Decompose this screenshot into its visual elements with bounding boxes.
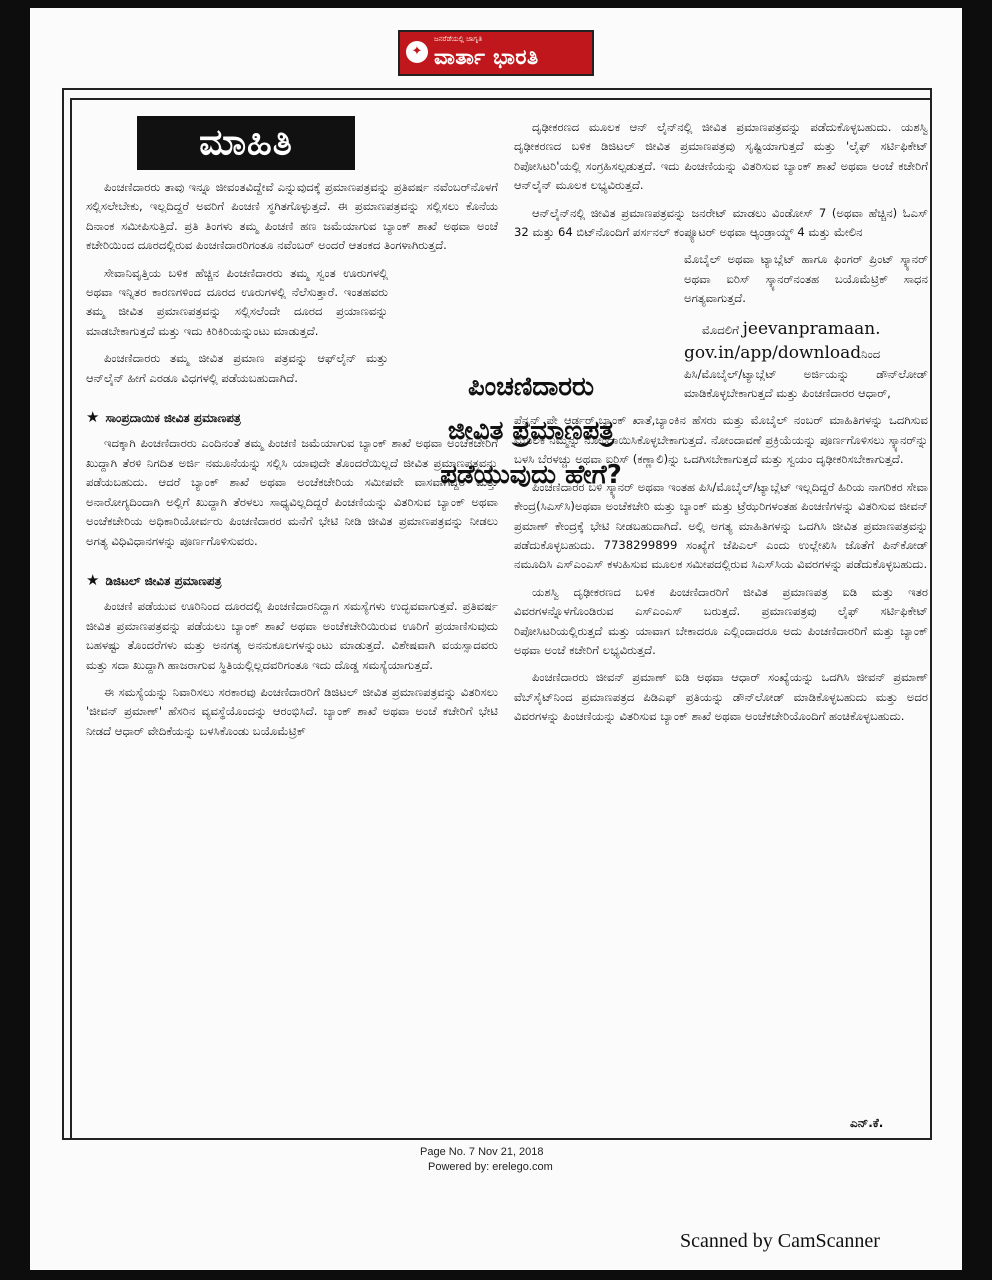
headline-line: ಪಿಂಚಣಿದಾರರು (467, 372, 595, 402)
paragraph: ಪಿಸಿ/ಮೊಬೈಲ್/ಟ್ಯಾಬ್ಲೆಟ್ ಅರ್ಜಿಯನ್ನು ಡೌನ್‌ಲೋಡ್ ಮಾಡಿಕೊಳ್ಳಬೇಕಾಗುತ್ತದೆ ಮತ್ತು ಪಿಂಚಣಿದಾರರ ಆಧಾರ್, (684, 366, 928, 401)
paragraph: ಪಿಂಚಣಿದಾರರು ಜೀವನ್ ಪ್ರಮಾಣ್ ಐಡಿ ಅಥವಾ ಆಧಾರ್ ಸಂಖ್ಯೆಯನ್ನು ಒದಗಿಸಿ ಜೀವನ್ ಪ್ರಮಾಣ್ ವೆಬ್‌ಸೈಟ್‌ನಿಂದ ಪ್ರಮಾಣಪತ್ರದ ಪಿಡಿಎಫ್ ಪ್ರತಿಯನ್ನು ಡೌನ್‌ಲೋಡ್ ಮಾಡಿಕೊಳ್ಳಬಹುದು ಮತ್ತು ಅದರ ವಿವರಗಳನ್ನು ಪಿಂಚಣಿಯನ್ನು ವಿತರಿಸುವ ಬ್ಯಾಂಕ್ ಶಾಖೆ ಅಥವಾ ಅಂಚೆಕಚೇರಿಯೊಂದಿಗೆ ಹಂಚಿಕೊಳ್ಳಬಹುದು. (514, 670, 928, 724)
author-signoff: ಎನ್.ಕೆ. (850, 1116, 884, 1130)
paragraph-with-url: gov.in/app/downloadನಿಂದ (684, 342, 881, 363)
masthead-emblem-icon: ✦ (406, 41, 428, 63)
page-number-date: Page No. 7 Nov 21, 2018 (420, 1146, 544, 1158)
url-text: gov.in/app/download (684, 342, 862, 363)
paragraph: ಪಿಂಚಣಿದಾರರು ತಮ್ಮ ಜೀವಿತ ಪ್ರಮಾಣ ಪತ್ರವನ್ನು ಆಫ್‌ಲೈನ್ ಮತ್ತು ಆನ್‌ಲೈನ್ ಹೀಗೆ ಎರಡೂ ವಿಧಗಳಲ್ಲಿ ಪಡೆಯಬಹುದಾಗಿದೆ. (86, 351, 388, 385)
paragraph: ಪೆನ್ಷನ್ ಪೇ ಆರ್ಡರ್,ಬ್ಯಾಂಕ್ ಖಾತೆ,ಬ್ಯಾಂಕಿನ ಹೆಸರು ಮತ್ತು ಮೊಬೈಲ್ ನಂಬರ್ ಮಾಹಿತಿಗಳನ್ನು ಒದಗಿಸುವ ಮೂಲಕ ನಿಮ್ಮನ್ನು ನೋಂದಾಯಿಸಿಕೊಳ್ಳಬೇಕಾಗುತ್ತದೆ. ನೋಂದಾವಣೆ ಪ್ರಕ್ರಿಯೆಯನ್ನು ಪೂರ್ಣಗೊಳಿಸಲು ಸ್ಕ್ಯಾನರ್‌ನ್ನು ಬಳಸಿ ಬೆರಳಚ್ಚು ಅಥವಾ ಐರಿಸ್ (ಕಣ್ಣಾಲಿ)ನ್ನು ಒದಗಿಸಬೇಕಾಗುತ್ತದೆ ಮತ್ತು ಸ್ವಯಂ ದೃಢೀಕರಿಸಬೇಕಾಗುತ್ತದೆ. (514, 413, 928, 467)
paragraph: ಈ ಸಮಸ್ಯೆಯನ್ನು ನಿವಾರಿಸಲು ಸರಕಾರವು ಪಿಂಚಣಿದಾರರಿಗೆ ಡಿಜಿಟಲ್ ಜೀವಿತ ಪ್ರಮಾಣಪತ್ರವನ್ನು ವಿತರಿಸಲು 'ಜೀವನ್ ಪ್ರಮಾಣ್' ಹೆಸರಿನ ವ್ಯವಸ್ಥೆಯೊಂದನ್ನು ಆರಂಭಿಸಿದೆ. ಬ್ಯಾಂಕ್ ಶಾಖೆ ಅಥವಾ ಅಂಚೆ ಕಚೇರಿಗೆ ಭೇಟಿ ನೀಡದೆ ಆಧಾರ್ ವೇದಿಕೆಯನ್ನು ಬಳಸಿಕೊಂಡು ಬಯೊಮೆಟ್ರಿಕ್ (86, 684, 498, 738)
powered-by: Powered by: erelego.com (428, 1161, 553, 1173)
subheading-traditional: ★ ಸಾಂಪ್ರದಾಯಿಕ ಜೀವಿತ ಪ್ರಮಾಣಪತ್ರ (86, 408, 241, 427)
masthead-logo (398, 30, 594, 76)
masthead-tagline: ಜನರೆಡೆಯಲ್ಲಿ ಜಾಗೃತಿ (434, 35, 483, 43)
paragraph: ಮೊಬೈಲ್ ಅಥವಾ ಟ್ಯಾಬ್ಲೆಟ್ ಹಾಗೂ ಫಿಂಗರ್ ಪ್ರಿಂಟ್ ಸ್ಕ್ಯಾನರ್ ಅಥವಾ ಐರಿಸ್ ಸ್ಕ್ಯಾನರ್‌ನಂತಹ ಬಯೊಮೆಟ್ರಿಕ್ ಸಾಧನ ಅಗತ್ಯವಾಗುತ್ತದೆ. (684, 252, 928, 306)
top-rule (70, 98, 930, 100)
scanner-watermark: Scanned by CamScanner (680, 1230, 880, 1252)
left-column (86, 178, 498, 1138)
newspaper-page (30, 8, 962, 1270)
paragraph: ಯಶಸ್ವಿ ದೃಢೀಕರಣದ ಬಳಿಕ ಪಿಂಚಣಿದಾರರಿಗೆ ಜೀವಿತ ಪ್ರಮಾಣಪತ್ರ ಐಡಿ ಮತ್ತು ಇತರ ವಿವರಗಳನ್ನೊಳಗೊಂಡಿರುವ ಎಸ್‌ಎಂಎಸ್ ಬರುತ್ತದೆ. ಪ್ರಮಾಣಪತ್ರವು ಲೈಫ್ ಸರ್ಟಿಫಿಕೇಟ್ ರಿಪೋಸಿಟರಿಯಲ್ಲಿರುತ್ತದೆ ಮತ್ತು ಯಾವಾಗ ಬೇಕಾದರೂ ಎಲ್ಲಿಂದಾದರೂ ಅದು ಪಿಂಚಣಿದಾರರಿಗೆ ಮತ್ತು ಬ್ಯಾಂಕ್ ಅಥವಾ ಅಂಚೆ ಕಚೇರಿಗೆ ಲಭ್ಯವಿರುತ್ತದೆ. (514, 584, 928, 657)
paragraph: ಪಿಂಚಣಿ ಪಡೆಯುವ ಊರಿನಿಂದ ದೂರದಲ್ಲಿ ಪಿಂಚಣಿದಾರನಿದ್ದಾಗ ಸಮಸ್ಯೆಗಳು ಉದ್ಭವವಾಗುತ್ತವೆ. ಪ್ರತಿವರ್ಷ ಜೀವಿತ ಪ್ರಮಾಣಪತ್ರವನ್ನು ಪಡೆಯಲು ಬ್ಯಾಂಕ್ ಶಾಖೆ ಅಥವಾ ಅಂಚೆಕಚೇರಿಯಿರುವ ಊರಿಗೆ ಪ್ರಯಾಣಿಸುವುದು ಬಹಳಷ್ಟು ತೊಂದರೆಗಳು ಮತ್ತು ಅನಗತ್ಯ ಅನನುಕೂಲಗಳನ್ನುಂಟು ಮಾಡುತ್ತದೆ. ವಿಶೇಷವಾಗಿ ವಯಸ್ಸಾದವರು ಮತ್ತು ಸದಾ ಖುದ್ದಾಗಿ ಹಾಜರಾಗುವ ಸ್ಥಿತಿಯಲ್ಲಿಲ್ಲದವರಿಗಂತೂ ಇದು ದೊಡ್ಡ ಸಮಸ್ಯೆಯಾಗುತ್ತದೆ. (86, 599, 498, 672)
url-text: jeevanpramaan. (742, 318, 881, 339)
paragraph: ಇದಕ್ಕಾಗಿ ಪಿಂಚಣಿದಾರರು ಎಂದಿನಂತೆ ತಮ್ಮ ಪಿಂಚಣಿ ಜಮೆಯಾಗುವ ಬ್ಯಾಂಕ್ ಶಾಖೆ ಅಥವಾ ಅಂಚೆಕಚೇರಿಗೆ ಖುದ್ದಾಗಿ ತೆರಳಿ ನಿಗದಿತ ಅರ್ಜಿ ನಮೂನೆಯನ್ನು ಸಲ್ಲಿಸಿ ಯಾವುದೇ ತೊಂದರೆಯಿಲ್ಲದೆ ಜೀವಿತ ಪ್ರಮಾಣಪತ್ರವನ್ನು ಪಡೆಯಬಹುದು. ಆದರೆ ಬ್ಯಾಂಕ್ ಶಾಖೆ ಅಥವಾ ಅಂಚೆಕಚೇರಿಯ ಸಮೀಪವೇ ವಾಸವಾಗಿದ್ದರೆ ಮತ್ತು ಅನಾರೋಗ್ಯದಿಂದಾಗಿ ಅಲ್ಲಿಗೆ ಖುದ್ದಾಗಿ ತೆರಳಲು ಸಾಧ್ಯವಿಲ್ಲದಿದ್ದರೆ ಪಿಂಚಣಿಯನ್ನು ವಿತರಿಸುವ ಬ್ಯಾಂಕ್ ಅಥವಾ ಅಂಚೆಕಚೇರಿಯ ಅಧಿಕಾರಿಯೋರ್ವರು ಪಿಂಚಣಿದಾರರ ಮನೆಗೆ ಭೇಟಿ ನೀಡಿ ಜೀವಿತ ಪ್ರಮಾಣಪತ್ರವನ್ನು ನೀಡಲು ಅಗತ್ಯ ವಿಧಿವಿಧಾನಗಳನ್ನು ಪೂರ್ಣಗೊಳಿಸುವರು. (86, 436, 498, 548)
star-icon: ★ (86, 570, 100, 589)
star-icon: ★ (86, 408, 100, 427)
masthead-name: ವಾರ್ತಾ ಭಾರತಿ (434, 45, 539, 69)
subheading-digital: ★ ಡಿಜಿಟಲ್ ಜೀವಿತ ಪ್ರಮಾಣಪತ್ರ (86, 570, 222, 589)
paragraph: ಪಿಂಚಣಿದಾರರ ಬಳಿ ಸ್ಕ್ಯಾನರ್ ಅಥವಾ ಇಂತಹ ಪಿಸಿ/ಮೊಬೈಲ್/ಟ್ಯಾಬ್ಲೆಟ್ ಇಲ್ಲದಿದ್ದರೆ ಹಿರಿಯ ನಾಗರಿಕರ ಸೇವಾ ಕೇಂದ್ರ(ಸಿಎಸ್‌ಸಿ)ಅಥವಾ ಅಂಚೆಕಚೇರಿ ಮತ್ತು ಬ್ಯಾಂಕ್ ಮತ್ತು ಟ್ರೆಝರಿಗಳಂತಹ ಪಿಂಚಣಿಗಳನ್ನು ವಿತರಿಸುವ ಜೀವನ್ ಪ್ರಮಾಣ್ ಕೇಂದ್ರಕ್ಕೆ ಭೇಟಿ ನೀಡಬಹುದಾಗಿದೆ. ಅಲ್ಲಿ ಅಗತ್ಯ ಮಾಹಿತಿಗಳನ್ನು ಒದಗಿಸಿ ಜೀವಿತ ಪ್ರಮಾಣಪತ್ರವನ್ನು ಪಡೆದುಕೊಳ್ಳಬಹುದು. 7738299899 ಸಂಖ್ಯೆಗೆ ಜೆಪಿಎಲ್ ಎಂದು ಉಲ್ಲೇಖಿಸಿ ಜೊತೆಗೆ ಪಿನ್‌ಕೋಡ್ ನಮೂದಿಸಿ ಎಸ್‌ಎಂಎಸ್ ಕಳುಹಿಸುವ ಮೂಲಕ ಸಮೀಪದಲ್ಲಿರುವ ಸಿಎಸ್‌ಸಿಯ ವಿವರಗಳನ್ನು ಪಡೆದುಕೊಳ್ಳಬಹುದು. (514, 479, 928, 572)
right-column (514, 118, 928, 1118)
paragraph-with-url: ಮೊದಲಿಗೆ jeevanpramaan. (702, 318, 881, 339)
left-rule (70, 98, 72, 1140)
headline-line: ಪಡೆಯುವುದು ಹೇಗೆ? (440, 460, 622, 490)
section-label: ಮಾಹಿತಿ (137, 116, 355, 170)
paragraph: ದೃಢೀಕರಣದ ಮೂಲಕ ಆನ್ ಲೈನ್‌ನಲ್ಲಿ ಜೀವಿತ ಪ್ರಮಾಣಪತ್ರವನ್ನು ಪಡೆದುಕೊಳ್ಳಬಹುದು. ಯಶಸ್ವಿ ದೃಢೀಕರಣದ ಬಳಿಕ ಡಿಜಿಟಲ್ ಜೀವಿತ ಪ್ರಮಾಣಪತ್ರವು ಸೃಷ್ಟಿಯಾಗುತ್ತದೆ ಮತ್ತು 'ಲೈಫ್ ಸರ್ಟಿಫಿಕೇಟ್ ರಿಪೋಸಿಟರಿ'ಯಲ್ಲಿ ಸಂಗ್ರಹಿಸಲ್ಪಡುತ್ತದೆ. ಇದು ಪಿಂಚಣಿಯನ್ನು ವಿತರಿಸುವ ಬ್ಯಾಂಕ್ ಶಾಖೆ ಅಥವಾ ಅಂಚೆ ಕಚೇರಿಗೆ ಆನ್‌ಲೈನ್ ಮೂಲಕ ಲಭ್ಯವಿರುತ್ತದೆ. (514, 120, 928, 193)
paragraph: ಸೇವಾನಿವೃತ್ತಿಯ ಬಳಿಕ ಹೆಚ್ಚಿನ ಪಿಂಚಣಿದಾರರು ತಮ್ಮ ಸ್ವಂತ ಊರುಗಳಲ್ಲಿ ಅಥವಾ ಇನ್ನಿತರ ಕಾರಣಗಳಿಂದ ದೂರದ ಊರುಗಳಲ್ಲಿ ನೆಲೆಸುತ್ತಾರೆ. ಇಂತಹವರು ತಮ್ಮ ಜೀವಿತ ಪ್ರಮಾಣಪತ್ರವನ್ನು ಸಲ್ಲಿಸಲೆಂದೇ ದೂರದ ಪ್ರಯಾಣವನ್ನು ಮಾಡಬೇಕಾಗುತ್ತದೆ ಮತ್ತು ಇದು ಕಿರಿಕಿರಿಯನ್ನುಂಟು ಮಾಡುತ್ತದೆ. (86, 265, 388, 338)
headline-line: ಜೀವಿತ ಪ್ರಮಾಣಪತ್ರ (447, 416, 615, 446)
paragraph: ಪಿಂಚಣಿದಾರರು ತಾವು ಇನ್ನೂ ಜೀವಂತವಿದ್ದೇವೆ ಎನ್ನುವುದಕ್ಕೆ ಪ್ರಮಾಣಪತ್ರವನ್ನು ಪ್ರತಿವರ್ಷ ನವೆಂಬರ್‌ನೊಳಗೆ ಸಲ್ಲಿಸಲೇಬೇಕು, ಇಲ್ಲದಿದ್ದರೆ ಅವರಿಗೆ ಪಿಂಚಣಿ ಸ್ಥಗಿತಗೊಳ್ಳುತ್ತದೆ. ಈ ಪ್ರಮಾಣಪತ್ರವನ್ನು ಸಲ್ಲಿಸಲು ಕೊನೆಯ ದಿನಾಂಕ ಸಮೀಪಿಸುತ್ತಿದೆ. ಪ್ರತಿ ತಿಂಗಳು ತಮ್ಮ ಪಿಂಚಣಿ ಹಣ ಜಮೆಯಾಗುವ ಬ್ಯಾಂಕ್ ಶಾಖೆ ಅಥವಾ ಅಂಚೆ ಕಚೇರಿಯಿಂದ ದೂರದಲ್ಲಿರುವ ಪಿಂಚಣಿದಾರರಿಗಂತೂ ನವೆಂಬರ್ ಅಂದರೆ ಆತಂಕದ ತಿಂಗಳಾಗಿರುತ್ತದೆ. (86, 180, 498, 253)
paragraph: ಆನ್‌ಲೈನ್‌ನಲ್ಲಿ ಜೀವಿತ ಪ್ರಮಾಣಪತ್ರವನ್ನು ಜನರೇಟ್ ಮಾಡಲು ವಿಂಡೋಸ್ 7 (ಅಥವಾ ಹೆಚ್ಚಿನ) ಓಎಸ್ 32 ಮತ್ತು 64 ಬಿಟ್‌ನೊಂದಿಗೆ ಪರ್ಸನಲ್ ಕಂಪ್ಯೂಟರ್ ಅಥವಾ ಆ್ಯಂಡ್ರಾಯ್ಡ್ 4 ಮತ್ತು ಮೇಲಿನ (514, 205, 928, 240)
